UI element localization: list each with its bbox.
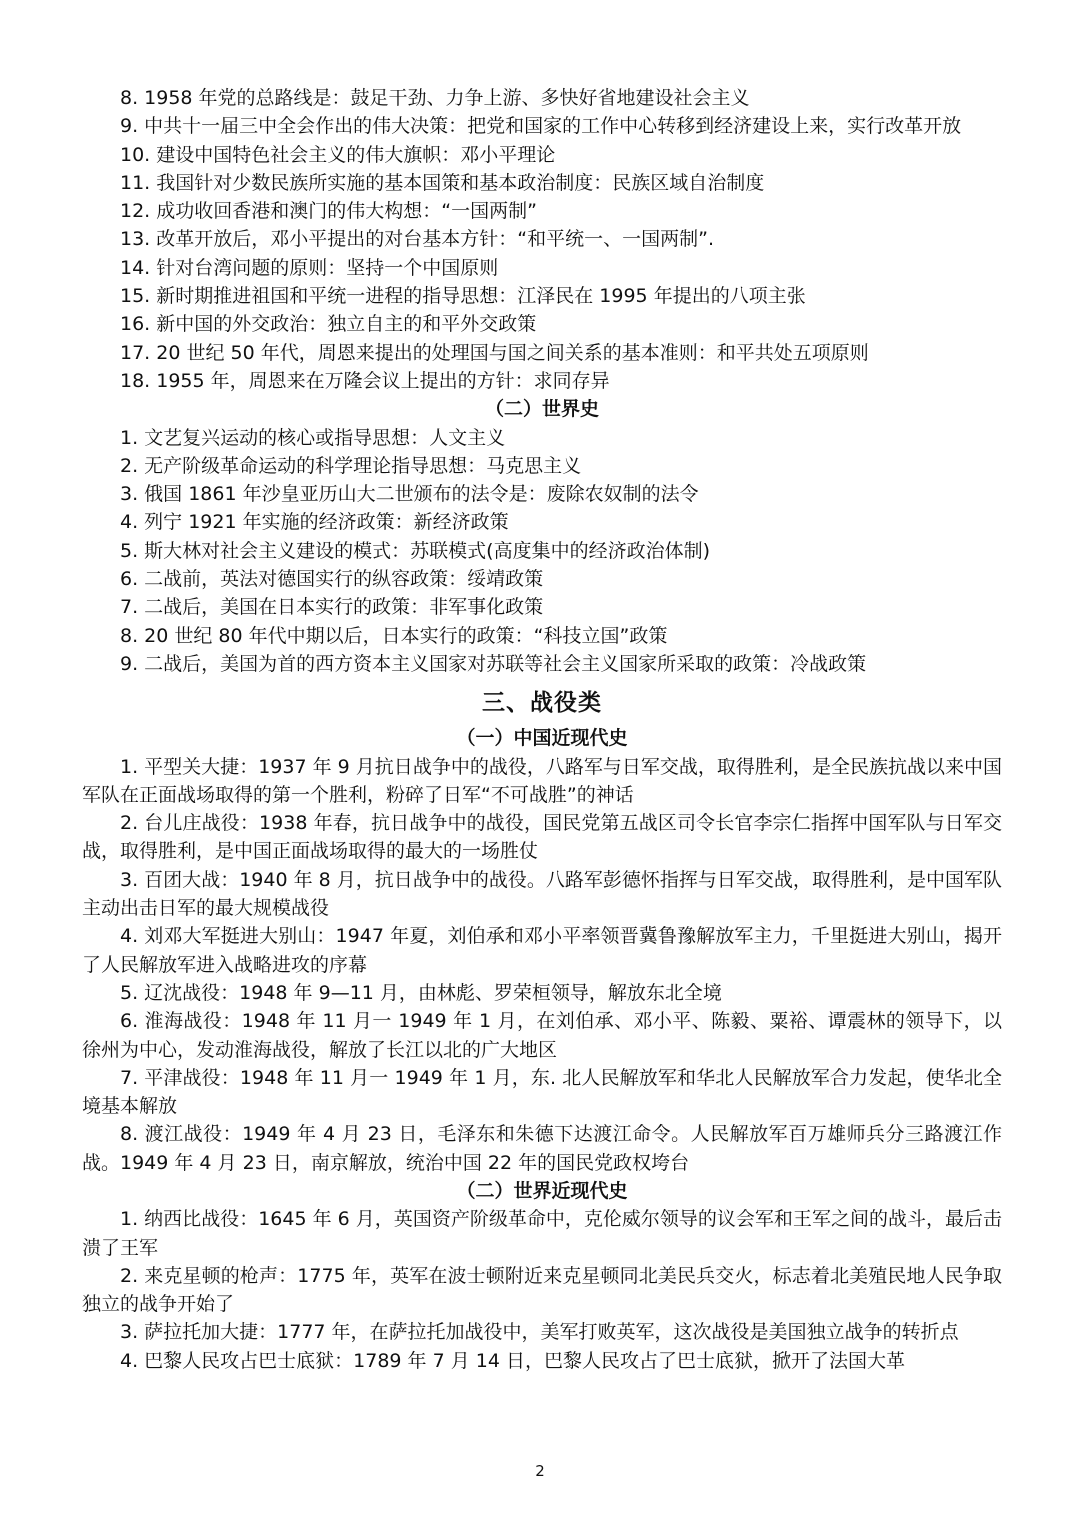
- list-item: 10. 建设中国特色社会主义的伟大旗帜：邓小平理论: [120, 143, 556, 166]
- list-item: 8. 20 世纪 80 年代中期以后，日本实行的政策：“科技立国”政策: [120, 624, 668, 647]
- list-item: 4. 刘邓大军挺进大别山：1947 年夏，刘伯承和邓小平率领晋冀鲁豫解放军主力，千里挺进大别山，揭开了人民解放军进入战略进攻的序幕: [82, 925, 1002, 976]
- document-body: [82, 84, 1002, 1375]
- subsection-title: （一）中国近现代史: [456, 727, 628, 750]
- list-item: 8. 1958 年党的总路线是：鼓足干劲、力争上游、多快好省地建设社会主义: [120, 87, 750, 109]
- list-item: 4. 列宁 1921 年实施的经济政策：新经济政策: [120, 511, 509, 534]
- list-item: 9. 二战后，美国为首的西方资本主义国家对苏联等社会主义国家所采取的政策：冷战政策: [120, 652, 867, 675]
- list-item: 2. 台儿庄战役：1938 年春，抗日战争中的战役，国民党第五战区司令长官李宗仁指挥中国军队与日军交战，取得胜利，是中国正面战场取得的最大的一场胜仗: [82, 812, 1002, 863]
- list-item: 3. 百团大战：1940 年 8 月，抗日战争中的战役。八路军彭德怀指挥与日军交战，取得胜利，是中国军队主动出击日军的最大规模战役: [82, 868, 1002, 920]
- list-item: 7. 平津战役：1948 年 11 月一 1949 年 1 月，东. 北人民解放军和华北人民解放军合力发起，使华北全境基本解放: [82, 1066, 1002, 1118]
- page-number: 2: [535, 1462, 545, 1480]
- list-item: 11. 我国针对少数民族所实施的基本国策和基本政治制度：民族区域自治制度: [120, 171, 765, 194]
- list-item: 8. 渡江战役：1949 年 4 月 23 日，毛泽东和朱德下达渡江命令。人民解放军百万雄师兵分三路渡江作战。1949 年 4 月 23 日，南京解放，统治中国 22 年的国民党政权垮台: [82, 1123, 1002, 1174]
- list-item: 1. 平型关大捷：1937 年 9 月抗日战争中的战役，八路军与日军交战，取得胜利，是全民族抗战以来中国军队在正面战场取得的第一个胜利，粉碎了日军“不可战胜”的神话: [82, 755, 1002, 806]
- subsection-title: （二）世界史: [484, 398, 599, 421]
- list-item: 15. 新时期推进祖国和平统一进程的指导思想：江泽民在 1995 年提出的八项主张: [120, 285, 806, 308]
- list-item: 1. 纳西比战役：1645 年 6 月，英国资产阶级革命中，克伦威尔领导的议会军和王军之间的战斗，最后击溃了王军: [82, 1208, 1002, 1259]
- list-item: 16. 新中国的外交政治：独立自主的和平外交政策: [120, 313, 537, 336]
- list-item: 18. 1955 年，周恩来在万隆会议上提出的方针：求同存异: [120, 369, 610, 392]
- list-item: 5. 斯大林对社会主义建设的模式：苏联模式(高度集中的经济政治体制): [120, 539, 710, 562]
- section-title: 三、战役类: [482, 690, 602, 717]
- list-item: 6. 二战前，英法对德国实行的纵容政策：绥靖政策: [120, 568, 544, 591]
- document-content: [82, 84, 1002, 1375]
- list-item: 17. 20 世纪 50 年代，周恩来提出的处理国与国之间关系的基本准则：和平共处五项原则: [120, 341, 869, 364]
- list-item: 5. 辽沈战役：1948 年 9—11 月，由林彪、罗荣桓领导，解放东北全境: [120, 981, 722, 1004]
- list-item: 1. 文艺复兴运动的核心或指导思想：人文主义: [120, 426, 506, 449]
- list-item: 3. 萨拉托加大捷：1777 年，在萨拉托加战役中，美军打败英军，这次战役是美国独立战争的转折点: [120, 1321, 959, 1344]
- list-item: 13. 改革开放后，邓小平提出的对台基本方针：“和平统一、一国两制”.: [120, 228, 714, 251]
- list-item: 12. 成功收回香港和澳门的伟大构想：“一国两制”: [120, 200, 537, 223]
- list-item: 14. 针对台湾问题的原则：坚持一个中国原则: [120, 256, 499, 279]
- list-item: 9. 中共十一届三中全会作出的伟大决策：把党和国家的工作中心转移到经济建设上来，实行改革开放: [120, 115, 962, 138]
- list-item: 3. 俄国 1861 年沙皇亚历山大二世颁布的法令是：废除农奴制的法令: [120, 483, 699, 506]
- list-item: 7. 二战后，美国在日本实行的政策：非军事化政策: [120, 596, 544, 619]
- subsection-title: （二）世界近现代史: [456, 1179, 628, 1202]
- list-item: 6. 淮海战役：1948 年 11 月一 1949 年 1 月，在刘伯承、邓小平、陈毅、粟裕、谭震林的领导下，以徐州为中心，发动淮海战役，解放了长江以北的广大地区: [82, 1010, 1002, 1061]
- list-item: 4. 巴黎人民攻占巴士底狱：1789 年 7 月 14 日，巴黎人民攻占了巴士底狱，掀开了法国大革: [120, 1349, 905, 1372]
- list-item: 2. 来克星顿的枪声：1775 年，英军在波士顿附近来克星顿同北美民兵交火，标志着北美殖民地人民争取独立的战争开始了: [82, 1264, 1002, 1316]
- list-item: 2. 无产阶级革命运动的科学理论指导思想：马克思主义: [120, 454, 582, 477]
